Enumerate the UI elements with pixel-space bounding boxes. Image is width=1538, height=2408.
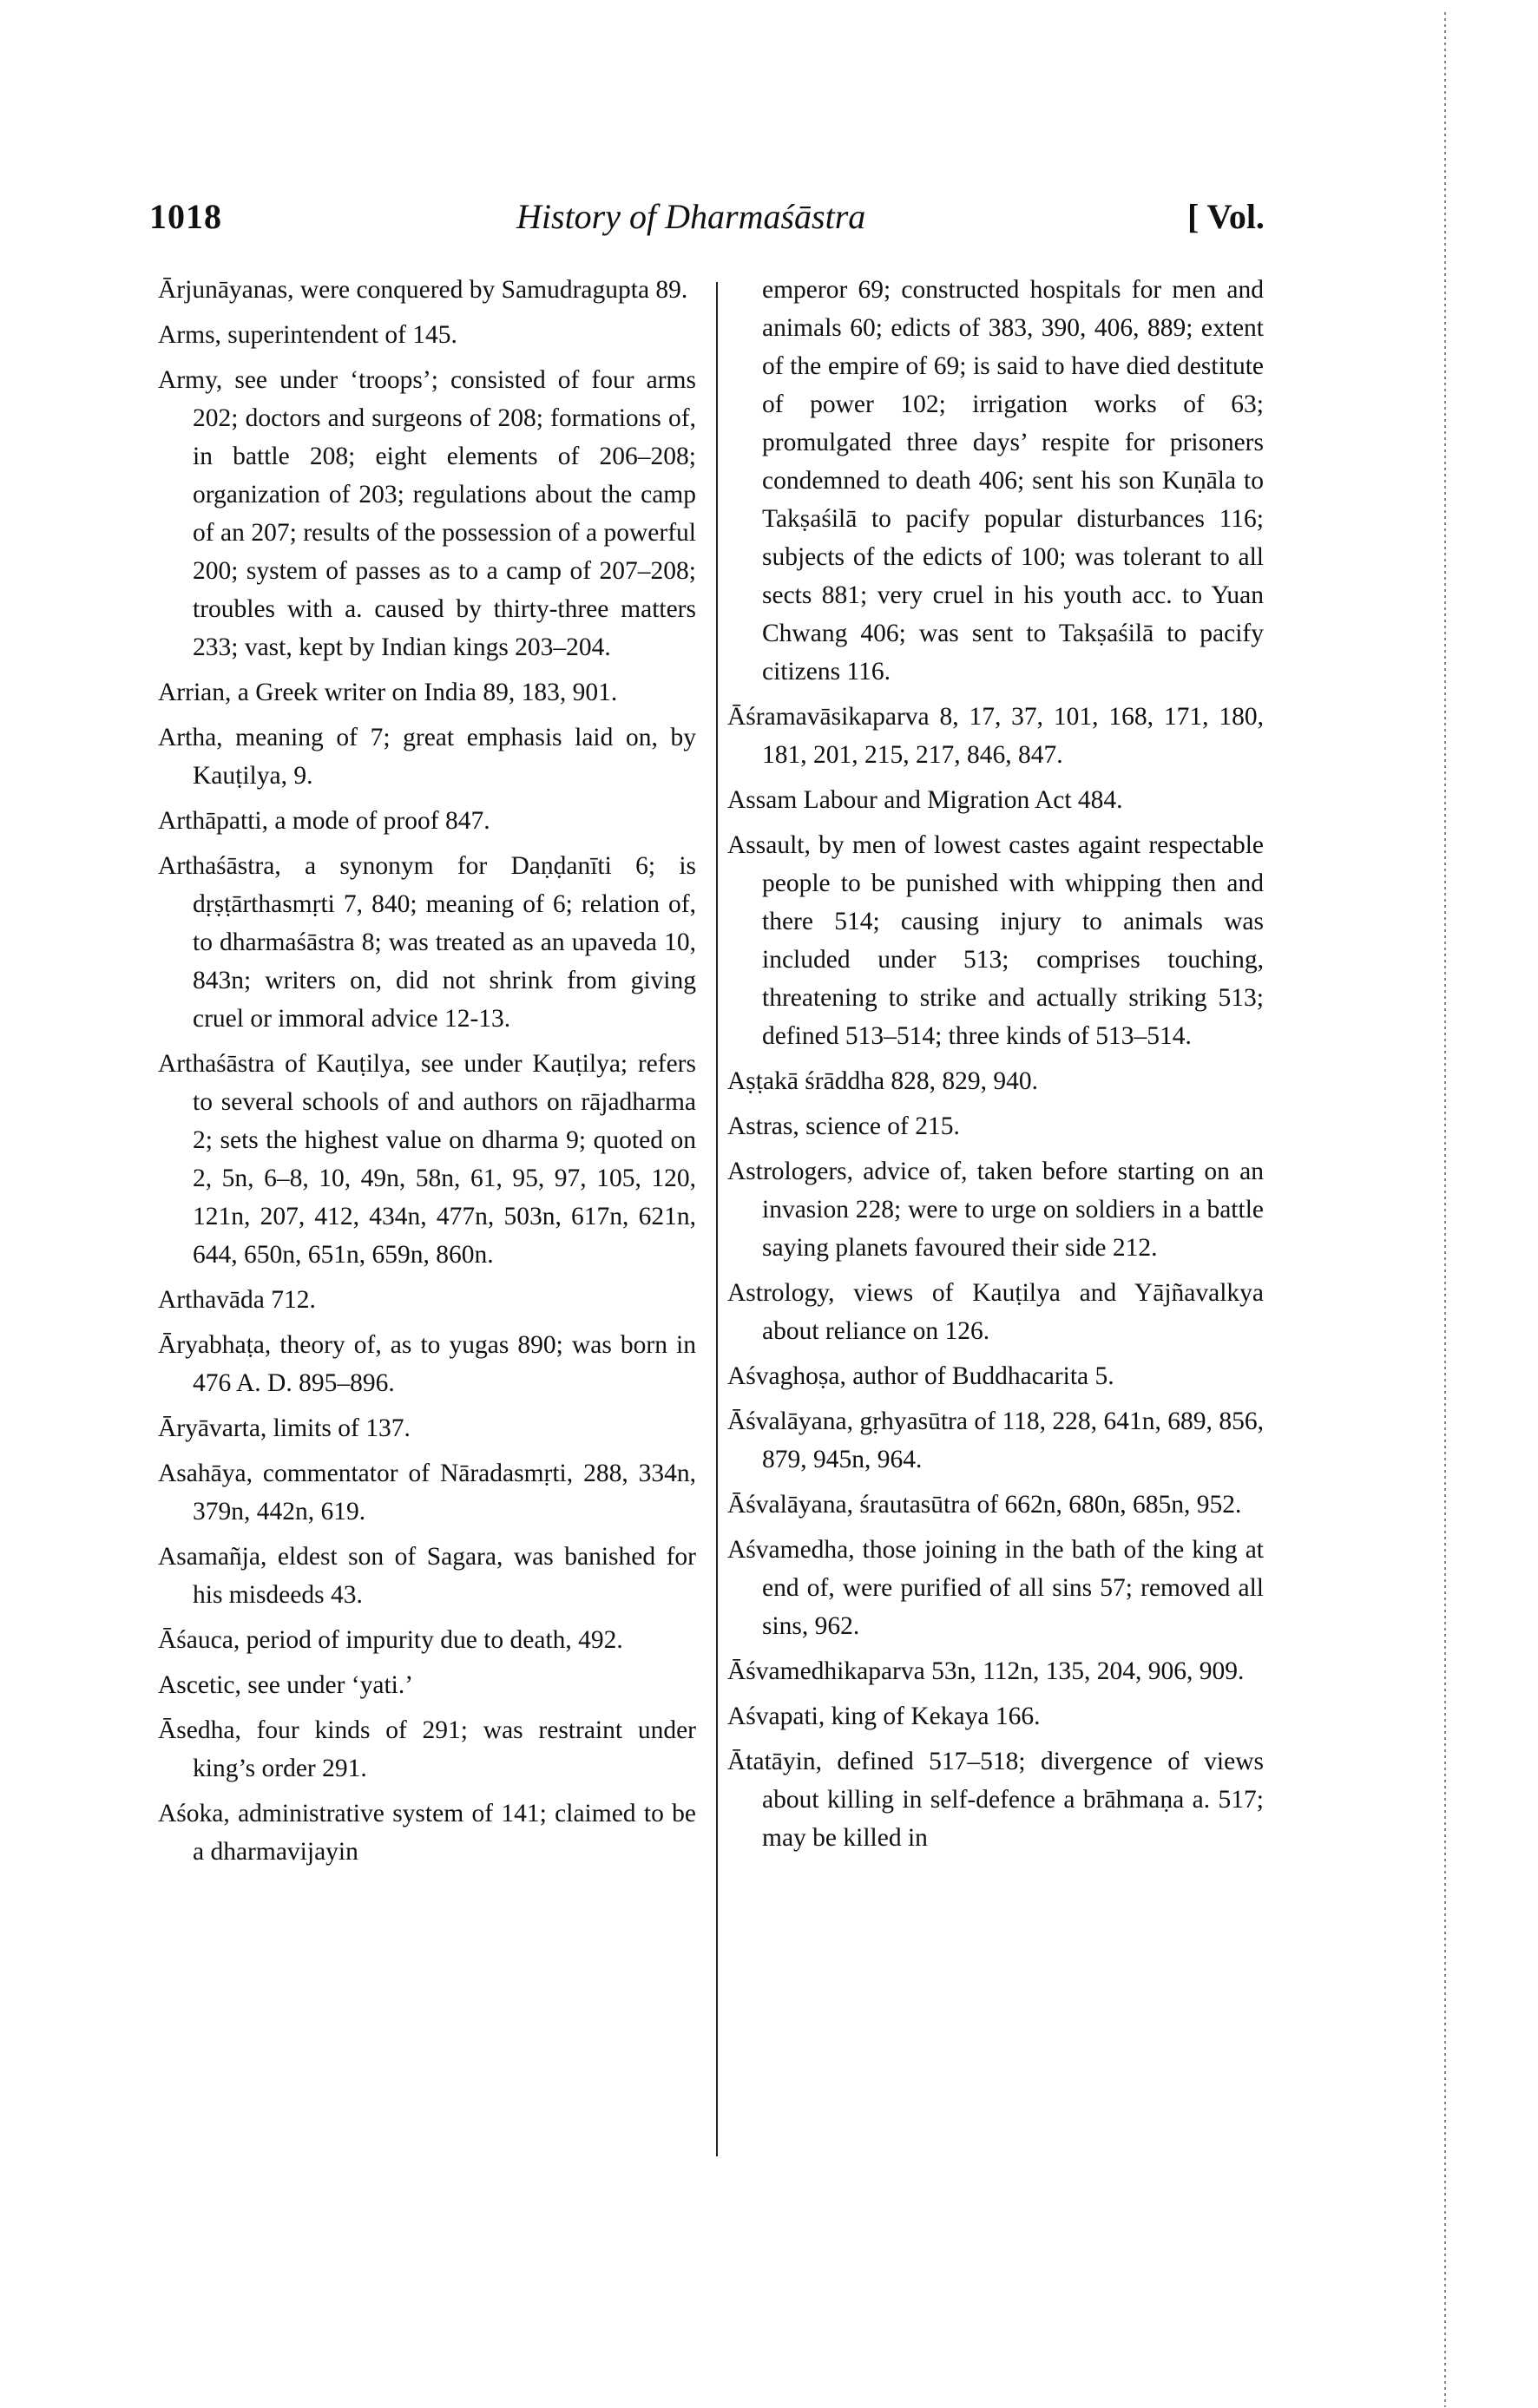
page-number: 1018 xyxy=(149,197,222,236)
index-entry: Arrian, a Greek writer on India 89, 183, 901. xyxy=(158,679,618,706)
index-entry: Army, see under ‘troops’; consisted of four arms 202; doctors and surgeons of 208; formations of, in battle 208; eight elements of 206–208; organization of 203; regulations about the camp of an 207; results of the possession of a powerful 200; system of passes as to a camp of 207–208; troubles with a. caused by thirty-three matters 233; vast, kept by Indian kings 203–204. xyxy=(158,366,696,661)
index-entry: Astrology, views of Kauṭilya and Yājñavalkya about reliance on 126. xyxy=(727,1279,1264,1345)
index-entry: Āryāvarta, limits of 137. xyxy=(158,1414,411,1442)
index-entry: Aśoka, administrative system of 141; claimed to be a dharmavijayin xyxy=(158,1800,696,1866)
index-entry: Arms, superintendent of 145. xyxy=(158,321,457,349)
index-entry: Astrologers, advice of, taken before starting on an invasion 228; were to urge on soldiers in a battle saying planets favoured their side 212. xyxy=(727,1158,1264,1262)
index-entry: Assam Labour and Migration Act 484. xyxy=(727,786,1123,814)
index-entry-continued: emperor 69; constructed hospitals for men and animals 60; edicts of 383, 390, 406, 889; extent of the empire of 69; is said to have died destitute of power 102; irrigation works of 63; promulgated three days’ respite for prisoners condemned to death 406; sent his son Kuṇāla to Takṣaśilā to pacify popular disturbances 116; subjects of the edicts of 100; was tolerant to all sects 881; very cruel in his youth acc. to Yuan Chwang 406; was sent to Takṣaśilā to pacify citizens 116. xyxy=(762,276,1264,686)
index-entry: Āśauca, period of impurity due to death, 492. xyxy=(158,1626,623,1654)
index-entry: Arthaśāstra, a synonym for Daṇḍanīti 6; is dṛṣṭārthasmṛti 7, 840; meaning of 6; relation of, to dharmaśāstra 8; was treated as an upaveda 10, 843n; writers on, did not shrink from giving cruel or immoral advice 12-13. xyxy=(158,852,696,1033)
index-column-left xyxy=(158,271,696,1871)
index-entry: Aśvamedha, those joining in the bath of the king at end of, were purified of all sins 57; removed all sins, 962. xyxy=(727,1536,1264,1640)
index-entry: Arthavāda 712. xyxy=(158,1286,316,1314)
index-entry: Aśvaghoṣa, author of Buddhacarita 5. xyxy=(727,1362,1114,1390)
index-entry: Āśvamedhikaparva 53n, 112n, 135, 204, 906, 909. xyxy=(727,1657,1245,1685)
index-column-right xyxy=(727,271,1264,1857)
index-entry: Aṣṭakā śrāddha 828, 829, 940. xyxy=(727,1067,1039,1095)
index-entry: Āsedha, four kinds of 291; was restraint under king’s order 291. xyxy=(158,1716,696,1782)
index-entry: Āśvalāyana, gṛhyasūtra of 118, 228, 641n, 689, 856, 879, 945n, 964. xyxy=(727,1407,1264,1473)
index-entry: Asahāya, commentator of Nāradasmṛti, 288, 334n, 379n, 442n, 619. xyxy=(158,1460,696,1526)
index-entry: Arthāpatti, a mode of proof 847. xyxy=(158,807,490,835)
index-entry: Arthaśāstra of Kauṭilya, see under Kauṭilya; refers to several schools of and authors on rājadharma 2; sets the highest value on dharma 9; quoted on 2, 5n, 6–8, 10, 49n, 58n, 61, 95, 97, 105, 120, 121n, 207, 412, 434n, 477n, 503n, 617n, 621n, 644, 650n, 651n, 659n, 860n. xyxy=(158,1050,696,1269)
index-entry: Āryabhaṭa, theory of, as to yugas 890; was born in 476 A. D. 895–896. xyxy=(158,1331,696,1397)
running-title: History of Dharmaśāstra xyxy=(516,197,866,236)
index-entry: Ārjunāyanas, were conquered by Samudragupta 89. xyxy=(158,276,688,304)
index-entry: Ascetic, see under ‘yati.’ xyxy=(158,1671,414,1699)
index-entry: Astras, science of 215. xyxy=(727,1112,960,1140)
index-entry: Ātatāyin, defined 517–518; divergence of views about killing in self-defence a brāhmaṇa a. 517; may be killed in xyxy=(727,1748,1264,1852)
index-entry: Āśramavāsikaparva 8, 17, 37, 101, 168, 171, 180, 181, 201, 215, 217, 846, 847. xyxy=(727,703,1264,769)
scan-edge-line xyxy=(1444,12,1446,2407)
index-entry: Assault, by men of lowest castes againt respectable people to be punished with whipping then and there 514; causing injury to animals was included under 513; comprises touching, threatening to strike and actually striking 513; defined 513–514; three kinds of 513–514. xyxy=(727,831,1264,1050)
index-entry: Artha, meaning of 7; great emphasis laid on, by Kauṭilya, 9. xyxy=(158,724,696,790)
index-entry: Aśvapati, king of Kekaya 166. xyxy=(727,1703,1041,1730)
volume-mark: [ Vol. xyxy=(1187,197,1265,236)
index-entry: Asamañja, eldest son of Sagara, was banished for his misdeeds 43. xyxy=(158,1543,696,1609)
index-entry: Āśvalāyana, śrautasūtra of 662n, 680n, 685n, 952. xyxy=(727,1491,1242,1519)
column-divider xyxy=(716,282,718,2156)
